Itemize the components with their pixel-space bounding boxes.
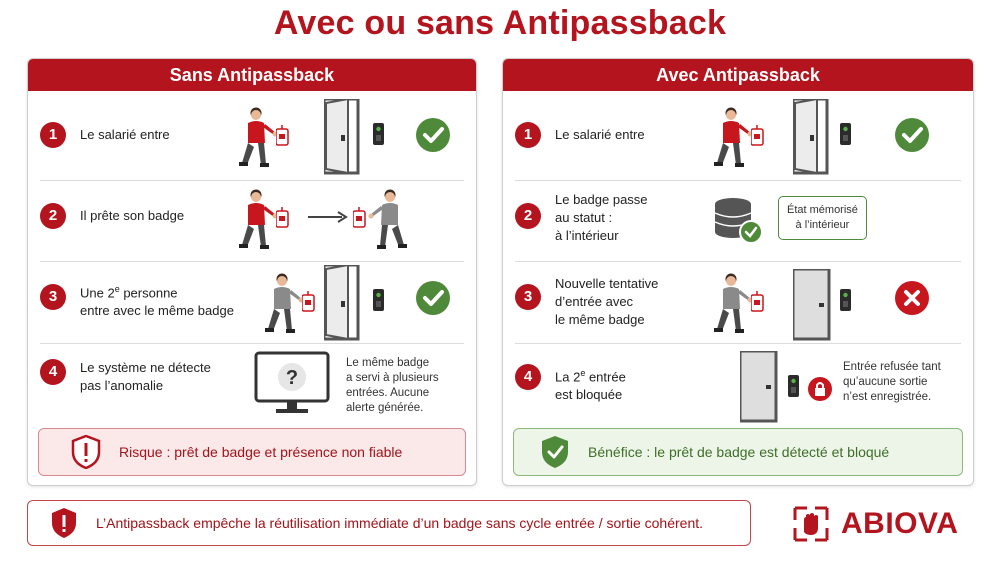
step-text: Une 2e personne entre avec le même badge [80,284,234,319]
footer-banner [27,500,751,546]
badge-icon [302,291,316,313]
denied-icon [895,281,929,315]
lock-icon [808,377,832,401]
logo-text: ABIOVA [841,507,959,540]
step-number: 1 [515,122,541,148]
warning-shield-icon [71,435,101,469]
step-number: 3 [40,284,66,310]
panel-avec-antipassback [502,58,974,486]
reader-icon [373,123,385,147]
step-text: Nouvelle tentative d’entrée avec le même badge [555,276,659,327]
badge-icon [353,207,367,229]
risk-text: Risque : prêt de badge et présence non fiable [119,444,403,460]
open-door-icon [793,99,829,175]
closed-door-icon [793,269,831,341]
refused-text: Entrée refusée tant qu’aucune sortie n’est enregistrée. [843,361,941,403]
step-text: Le système ne détecte pas l’anomalie [80,360,211,393]
monitor-question-icon [254,351,330,417]
step-text: Le badge passe au statut : à l’intérieur [555,192,648,243]
open-door-icon [324,265,360,341]
page-title: Avec ou sans Antipassback [273,4,727,42]
badge-icon [751,291,765,313]
panel-sans-antipassback [27,58,477,486]
benefit-banner [513,428,963,476]
badge-icon [751,125,765,147]
risk-banner [38,428,466,476]
step-text: La 2e entrée est bloquée [555,368,626,403]
step-number: 2 [40,203,66,229]
abiova-logo [793,504,983,544]
check-icon [416,281,450,315]
step-text: Il prête son badge [80,208,185,223]
footer-text: L’Antipassback empêche la réutilisation immédiate d’un badge sans cycle entrée / sortie cohérent. [96,515,704,531]
arrow-right-icon [308,211,348,223]
check-shield-icon [540,435,570,469]
badge-icon [276,125,290,147]
open-door-icon [324,99,360,175]
benefit-text: Bénéfice : le prêt de badge est détecté et bloqué [588,444,890,460]
svg-text:?: ? [285,367,299,389]
warning-shield-icon [50,507,78,539]
step-number: 3 [515,284,541,310]
reader-icon [788,375,800,399]
reader-icon [840,123,852,147]
check-icon [416,118,450,152]
step-number: 1 [40,122,66,148]
step-number: 2 [515,203,541,229]
second-person-icon [366,187,416,251]
reader-icon [373,289,385,313]
reader-icon [840,289,852,313]
abiova-logo-icon [793,506,829,542]
step-text: Le salarié entre [555,127,645,142]
database-check-icon [713,196,765,246]
check-icon [895,118,929,152]
panel-heading: Avec Antipassback [503,59,973,91]
memo-state-box: État mémorisé à l’intérieur [778,196,867,240]
step-text: Le salarié entre [80,127,170,142]
panel-heading: Sans Antipassback [28,59,476,91]
closed-door-icon [740,351,778,423]
step-number: 4 [40,359,66,385]
callout-text: Le même badge a servi à plusieurs entrées. Aucune alerte générée. [346,357,439,414]
step-number: 4 [515,364,541,390]
badge-icon [276,207,290,229]
